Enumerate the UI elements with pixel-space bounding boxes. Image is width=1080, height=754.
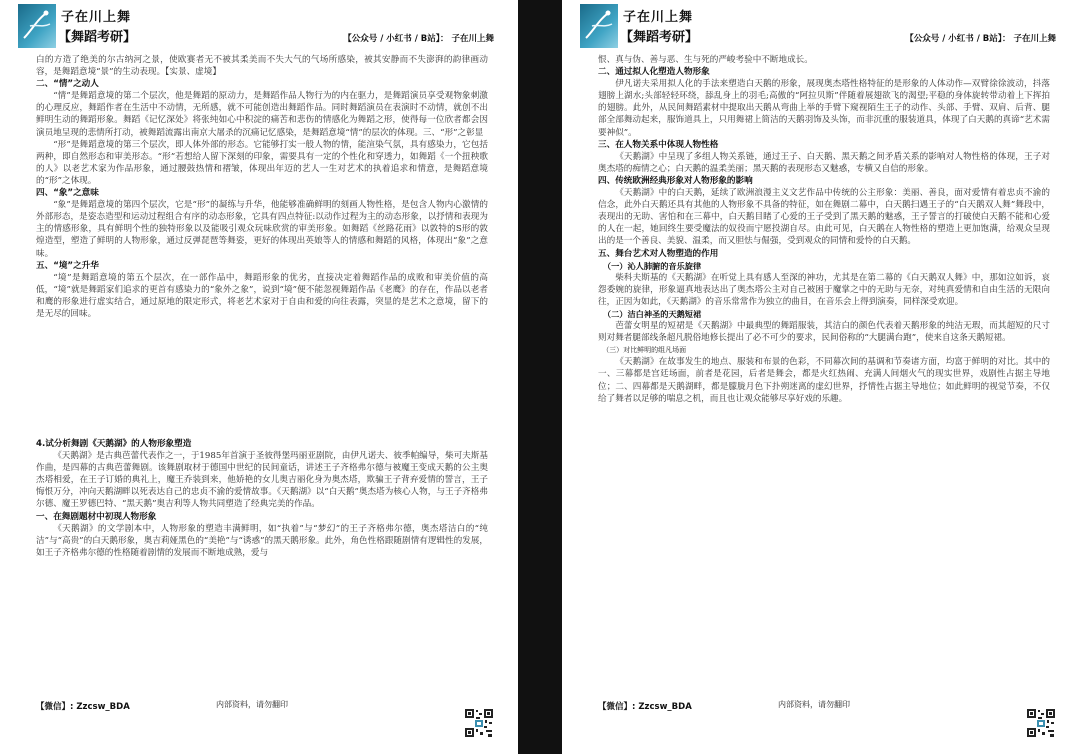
subsection-heading: （一）沁人肺腑的音乐旋律: [602, 260, 702, 271]
paragraph: 芭蕾女明星的短裙是《天鹅湖》中最典型的舞蹈服装，其洁白的颜色代表着天鹅形象的纯洁无瑕，而其超短的尺寸则对舞者腿部线条超凡脱俗地修长提出了必不可少的要求，民间俗称的“大腿满台跑”，使来自这条天鹅短裙。: [598, 321, 1050, 344]
footer-wechat: 【微信】: Zzcsw_BDA: [598, 702, 692, 712]
paragraph: “形”是舞蹈意境的第三个层次，即人体外部的形态。它能够打实一般人物的情，能渲染气氛，具有感染力，它包括两种，即自然形态和审美形态。“形”若想给人留下深刻的印象，需要具有一定的个性化和穿透力，如舞蹈《一个扭秧歌的人》以老艺术家为作品形象，通过腰鼓热情和褶皱，体现出年迈的艺人一生对艺术的执着追求和情意，是舞蹈意境的“形”之体现。: [36, 139, 488, 186]
section-heading: 五、舞台艺术对人物塑造的作用: [598, 248, 719, 259]
footer-wechat: 【微信】: Zzcsw_BDA: [36, 702, 130, 712]
section-heading: 三、在人物关系中体现人物性格: [598, 139, 719, 150]
logo: [18, 4, 137, 48]
paragraph: 《天鹅湖》中的白天鹅，延续了欧洲浪漫主义文艺作品中传统的公主形象：美丽、善良，面对爱情有着忠贞不渝的信念，此外白天鹅还具有其他的人物形象不具备的特征，如在舞剧二幕中，白天鹅扫遇王子的“白天鹅双人舞”舞段中，表现出的无助、害怕和在三幕中，白天鹅目睹了心爱的王子受到了黑天鹅的魅惑，王子誓言的打破使白天鹅不能和心爱的人在一起，她回终生要受魔法的奴役而宁愿投湖自尽。由此可见，白天鹅在人物性格的塑造上更加饱满，给观众呈现出的是一个善良、美貌、温柔，而又胆怯与倔强，受到观众的同情和爱怜的白天鹅。: [598, 188, 1050, 247]
question-title: 4.试分析舞剧《天鹅湖》的人物形象塑造: [36, 439, 192, 449]
section-heading: 一、在舞剧题材中初现人物形象: [36, 511, 157, 522]
dancer-logo-image: [18, 4, 56, 48]
footer-note: 内部资料，请勿翻印: [778, 700, 850, 709]
paragraph: “情”是舞蹈意境的第二个层次，他是舞蹈的原动力，是舞蹈作品人物行为的内在驱力，是舞蹈演员享受观物象刺激的心理反应，舞蹈作者在生活中不动情，无所感，就不可能创造出舞蹈作品。同时舞蹈演员在表演时不动情，就创不出鲜明生动的舞蹈形象。舞蹈《记忆深处》将张纯如心中积淀的痛苦和悲伤的情感化为舞蹈之形，使得每一位欣者都会因演员地呈现的悲情所打动，被舞蹈流露出南京大屠杀的沉痛记忆感染，是舞蹈意境“情”的层次的体现。三、“形”之彰显: [36, 91, 488, 138]
paragraph: 白的方造了绝美的尔古纳河之景，使欧赛者无不被其柔美而不失大气的气场所感染，被其安静而不失澎湃的韵律画动容，是舞蹈意境“景”的生动表现。【实景、虚境】: [36, 55, 488, 78]
left-body-bottom: [36, 438, 488, 559]
paragraph: 伊凡诺夫采用拟人化的手法来塑造白天鹅的形象，展现奥杰塔性格特征的是形象的人体动作—双臂徐徐波动，抖落翅膀上湖水;头部轻轻环绕，舔乱身上的羽毛;高傲的“阿拉贝斯”伴随着展翅欲飞的渴望;平稳的身体旋转带动着上下挥拍的翅膀。此外，从民间舞蹈素材中提取出天鹅从弯曲上举的手臂下窥视陌生王子的动作、头部、手臂、双肩、后背、腿部全部舞动起来，服饰道具上，只用舞裙上简洁的天鹅羽饰及头饰，而非沉重的服装道具，体现了白天鹅的真谛“艺术需要神似”。: [598, 79, 1050, 138]
subsection-heading: （二）洁白神圣的天鹅短裙: [602, 308, 702, 319]
paragraph: 《天鹅湖》在故事发生的地点、服装和布景的色彩，不同幕次间的基调和节奏诸方面，均富于鲜明的对比。其中的一、三幕都是宫廷场面，前者是花园，后者是舞会，都是火红热闹、充满人间烟火气的现实世界，戏剧性占据主导地位；二、四幕都是天鹅湖畔，都是朦胧月色下扑朔迷离的虚幻世界，抒情性占据主导地位；如此鲜明的视觉节奏，不仅给了舞者以足够的喘息之机，而且也让观众能够尽享好戏的乐趣。: [598, 357, 1050, 404]
logo-title: 子在川上舞: [623, 10, 694, 25]
paragraph: 《天鹅湖》的文学剧本中，人物形象的塑造丰满鲜明，如“执着”与“梦幻”的王子齐格弗尔德，奥杰塔洁白的“纯洁”与“高贵”的白天鹅形象，奥吉莉娅黑色的“美艳”与“诱惑”的黑天鹅形象。此外，角色性格跟随剧情有逻辑性的发展，如王子齐格弗尔德的性格随着剧情的发展而不断地成熟，爱与: [36, 523, 488, 558]
paragraph: 《天鹅湖》是古典芭蕾代表作之一，于1985年首演于圣彼得堡玛丽亚剧院，由伊凡诺夫、彼季帕编导，柴可夫斯基作曲，是四幕的古典芭蕾舞剧。该舞剧取材于德国中世纪的民间童话，讲述王子齐格弗尔德与被魔王变成天鹅的公主奥杰塔相爱，在王子订婚的典礼上，魔王乔装到来，他娇艳的女儿奥吉丽化身为奥杰塔，欺骗王子背弃爱情的誓言，王子悔恨万分，冲向天鹅湖畔以死表达自己的忠贞不渝的爱情故事。《天鹅湖》以“白天鹅”奥杰塔为核心人物，与王子齐格弗尔德、魔王罗德巴特、“黑天鹅”奥吉利等人物共同塑造了经典完美的作品。: [36, 451, 488, 510]
header-social: 【公众号 / 小红书 / B站】： 子在川上舞: [905, 34, 1056, 44]
paragraph: 《天鹅湖》中呈现了多组人物关系链，通过王子、白天鹅、黑天鹅之间矛盾关系的影响对人物性格的体现，王子对奥杰塔的痴情之心；白天鹅的温柔美丽；黑天鹅的表现形态又魅惑，专横又自信的形象。: [598, 151, 1050, 174]
logo: [580, 4, 699, 48]
section-heading: 四、“象”之意味: [36, 188, 99, 199]
dancer-logo-image: [580, 4, 618, 48]
paragraph: 恨、真与伪、善与恶、生与死的严峻考验中不断地成长。: [598, 55, 813, 65]
left-body-top: [36, 54, 488, 320]
footer-note: 内部资料，请勿翻印: [216, 700, 288, 709]
logo-subtitle: 【舞蹈考研】: [620, 30, 699, 45]
section-heading: 四、传统欧洲经典形象对人物形象的影响: [598, 175, 753, 186]
section-heading: 二、通过拟人化塑造人物形象: [598, 67, 710, 78]
logo-title: 子在川上舞: [61, 10, 132, 25]
section-heading: 五、“境”之升华: [36, 260, 99, 271]
qr-code-icon: [464, 708, 494, 738]
subsection-heading: （三）对比鲜明的组凡场面: [602, 346, 687, 355]
paragraph: “象”是舞蹈意境的第四个层次，它是“形”的凝练与升华，他能够准确鲜明的刻画人物性格，是包含人物内心激情的外部形态，是姿态造型和运动过程组合有序的动态形象，它具有四点特征:以动作过程为主的动态形象，以抒情和表现为主的情感形象，具有鲜明个性的独特形象以及能吸引观众玩味欣赏的审美形象。如舞蹈《丝路花雨》以敦特的S形的敦煌造型，塑造了鲜明的人物形象，通过反弹琵琶等舞姿，更好的体现出英娘等人的情感和舞蹈的风格，体现出“象”之意味。: [36, 200, 488, 259]
qr-code-icon: [1026, 708, 1056, 738]
logo-subtitle: 【舞蹈考研】: [58, 30, 137, 45]
page-gutter: [518, 0, 562, 754]
header-social: 【公众号 / 小红书 / B站】： 子在川上舞: [343, 34, 494, 44]
section-heading: 二、“情”之动人: [36, 79, 99, 90]
right-body: [598, 54, 1050, 405]
paragraph: “境”是舞蹈意境的第五个层次，在一部作品中，舞蹈形象的优劣，直接决定着舞蹈作品的成败和审美价值的高低，“境”就是舞蹈家们追求的更首有感染力的“象外之象”，说到“境”便不能忽视舞蹈作品《老鹰》的存在，作品以老者和鹰的形象进行虚实结合，通过原地的限定形式，将老艺术家对于自由和爱的向往表露，突显的是艺术之意境，留下的是无尽的回味。: [36, 272, 488, 319]
document-page-right: [562, 0, 1080, 754]
paragraph: 柴科夫斯基的《天鹅湖》在听觉上具有感人至深的神功，尤其是在第二幕的《白天鹅双人舞》中，那如泣如诉，哀怨委婉的旋律，形象逼真地表达出了奥杰塔公主对自己被困于魔掌之中的无助与无奈，对纯真爱情和自由生活的无限向往，正因为如此，《天鹅湖》的音乐常常作为独立的曲目，在音乐会上得到演奏，同样深受欢迎。: [598, 272, 1050, 307]
document-page-left: [0, 0, 518, 754]
